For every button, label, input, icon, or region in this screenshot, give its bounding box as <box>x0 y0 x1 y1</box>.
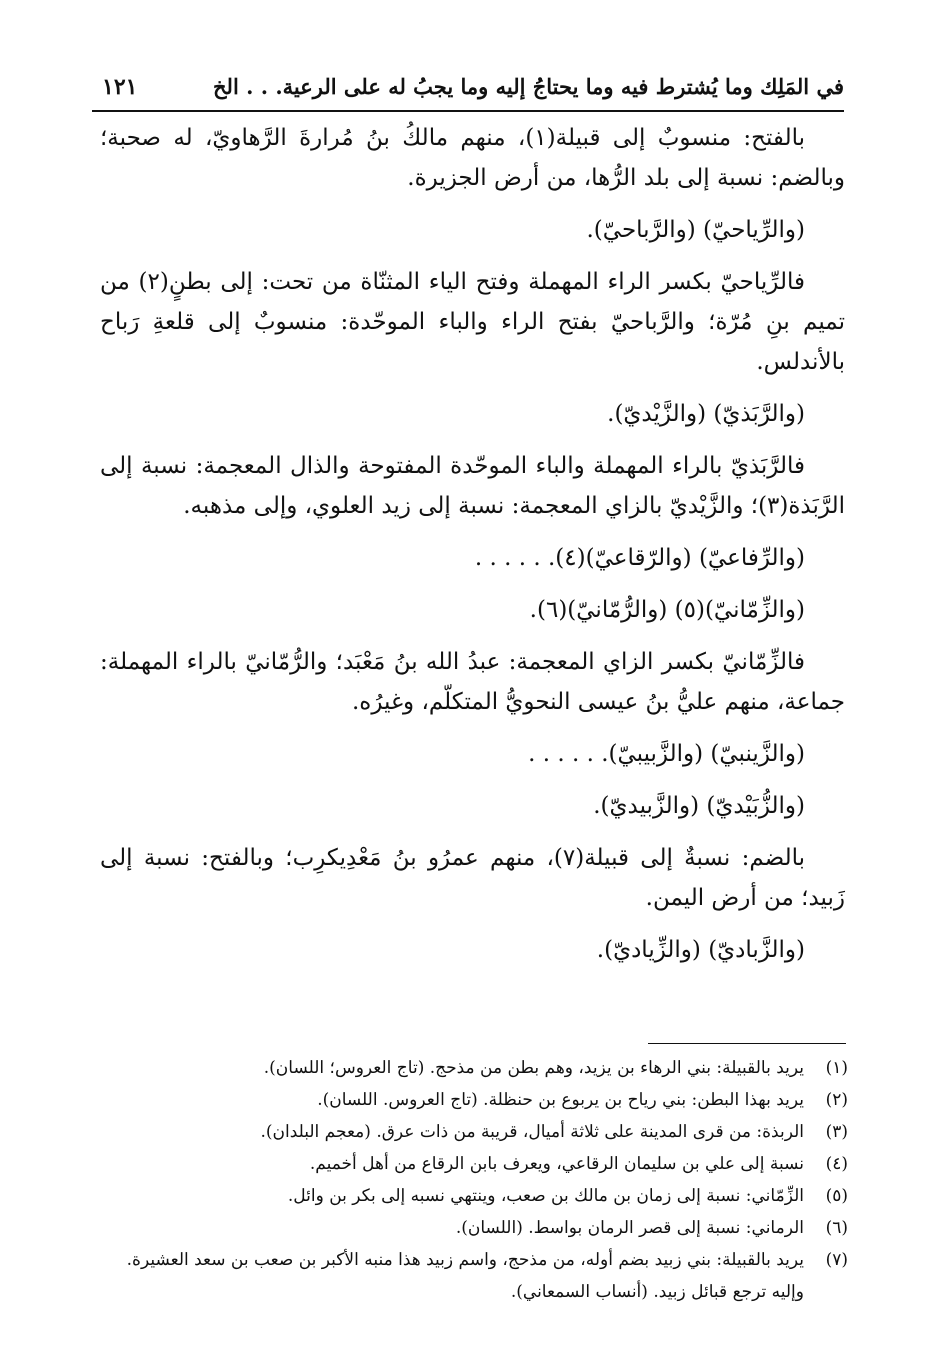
paragraph: بالفتح: منسوبٌ إلى قبيلة(١)، منهم مالكُ بنُ مُرارةَ الرَّهاويّ، له صحبة؛ وبالضم: نسبة إلى بلد الرُّها، من أرض الجزيرة. <box>100 125 845 191</box>
entry-heading: (والرِّفاعيّ) (والرّقاعيّ)(٤). . . . . . <box>474 545 805 571</box>
footnote-number: (٤) <box>825 1154 848 1174</box>
entry-heading: (والرَّبَذيّ) (والزَّيْديّ). <box>607 401 805 427</box>
footnote-separator <box>648 1043 846 1044</box>
entry-heading: (والزَّباديّ) (والزِّياديّ). <box>596 937 805 963</box>
footnote-number: (٧) <box>825 1250 848 1270</box>
paragraph: فالزِّمّانيّ بكسر الزاي المعجمة: عبدُ الله بنُ مَعْبَد؛ والرُّمّانيّ بالراء المهملة: جماعة، منهم عليُّ بنُ عيسى النحويُّ المتكلّم، وغيرُه. <box>100 649 845 715</box>
footnote <box>100 1180 848 1212</box>
footnote <box>100 1244 848 1308</box>
page-number: ١٢١ <box>102 74 138 100</box>
footnote-text: نسبة إلى علي بن سليمان الرقاعي، ويعرف بابن الرقاع من أهل أخميم. <box>309 1154 804 1174</box>
footnote-number: (٦) <box>825 1218 848 1238</box>
main-text <box>100 118 845 982</box>
entry-heading: (والزِّمّانيّ)(٥) (والرُّمّانيّ)(٦). <box>529 597 805 623</box>
footnote <box>100 1212 848 1244</box>
header-title: في المَلِك وما يُشترط فيه وما يحتاجُ إليه وما يجبُ له على الرعية. . . الخ <box>212 74 844 99</box>
entry-heading: (والرِّياحيّ) (والرَّباحيّ). <box>586 217 805 243</box>
entry-heading: (والزَّينبيّ) (والزَّبيبيّ). . . . . . <box>528 741 805 767</box>
footnote-text: الربذة: من قرى المدينة على ثلاثة أميال، قريبة من ذات عرق. (معجم البلدان). <box>260 1122 804 1142</box>
footnote-number: (٥) <box>825 1186 848 1206</box>
footnote-text: الرماني: نسبة إلى قصر الرمان بواسط. (اللسان). <box>455 1218 804 1238</box>
paragraph: بالضم: نسبةٌ إلى قبيلة(٧)، منهم عمرُو بنُ مَعْدِيكرِب؛ وبالفتح: نسبة إلى زَبيد؛ من أرض اليمن. <box>100 845 845 911</box>
footnote-text: الزِّمّاني: نسبة إلى زمان بن مالك بن صعب، وينتهي نسبه إلى بكر بن وائل. <box>287 1186 804 1206</box>
running-header <box>92 70 844 112</box>
footnote-number: (٢) <box>825 1090 848 1110</box>
footnotes <box>100 1052 848 1308</box>
paragraph: فالرِّياحيّ بكسر الراء المهملة وفتح الياء المثنّاة من تحت: إلى بطنٍ(٢) من تميم بنِ مُرّة؛ والرَّباحيّ بفتح الراء والباء الموحّدة: منسوبٌ إلى قلعةِ رَباح بالأندلس. <box>100 269 845 375</box>
footnote <box>100 1084 848 1116</box>
entry-heading: (والزُّبَيْديّ) (والزَّبيديّ). <box>593 793 805 819</box>
footnote <box>100 1052 848 1084</box>
paragraph: فالرَّبَذيّ بالراء المهملة والباء الموحّدة المفتوحة والذال المعجمة: نسبة إلى الرَّبَذة(٣)؛ والزَّيْديّ بالزاي المعجمة: نسبة إلى زيد العلوي، وإلى مذهبه. <box>100 453 845 519</box>
footnote <box>100 1116 848 1148</box>
footnote-number: (١) <box>825 1058 848 1078</box>
footnote-text: يريد بهذا البطن: بني رياح بن يربوع بن حنظلة. (تاج العروس. اللسان). <box>317 1090 804 1110</box>
footnote <box>100 1148 848 1180</box>
footnote-number: (٣) <box>825 1122 848 1142</box>
footnote-text: يريد بالقبيلة: بني زبيد بضم أوله، من مذحج، واسم زبيد هذا منبه الأكبر بن صعب بن سعد العشيرة. وإليه ترجع قبائل زبيد. (أنساب السمعاني). <box>126 1250 804 1302</box>
footnote-text: يريد بالقبيلة: بني الرهاء بن يزيد، وهم بطن من مذحج. (تاج العروس؛ اللسان). <box>263 1058 804 1078</box>
